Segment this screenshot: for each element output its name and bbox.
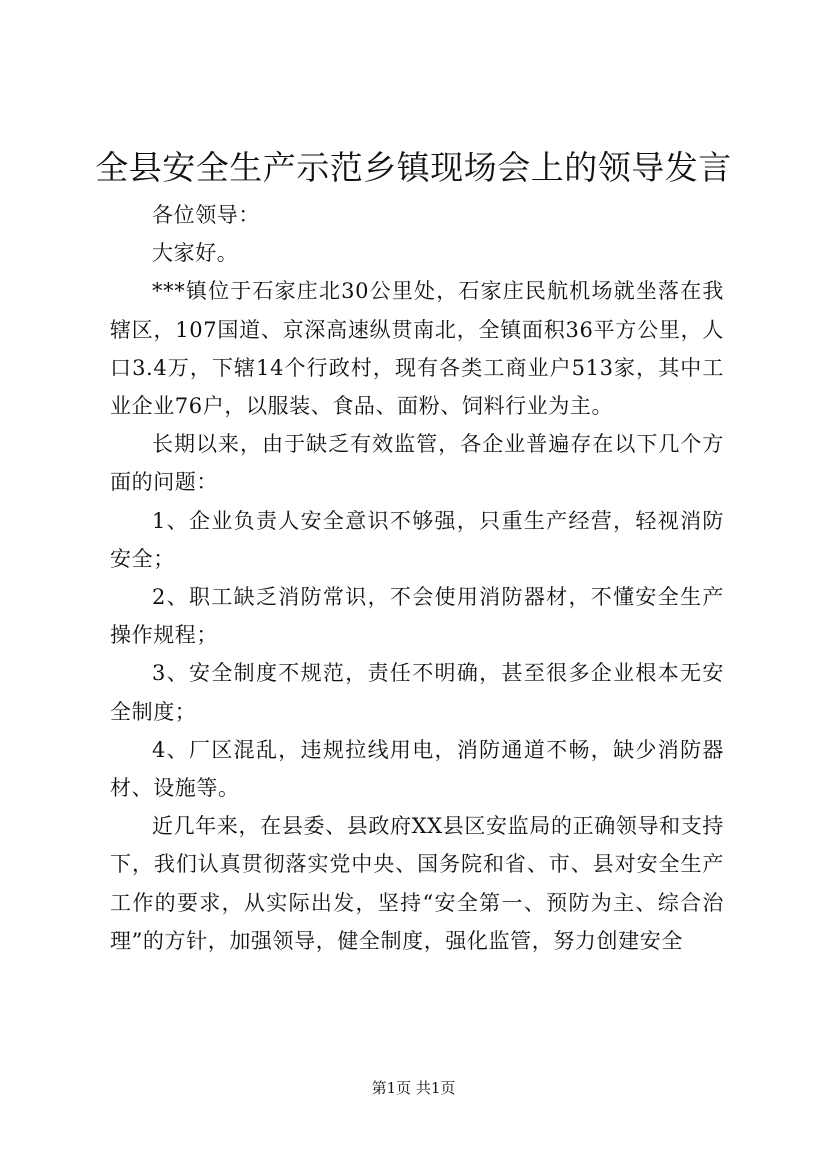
problem-item-3: 3、安全制度不规范，责任不明确，甚至很多企业根本无安全制度； <box>110 661 724 724</box>
town-overview-paragraph: ***镇位于石家庄北30公里处，石家庄民航机场就坐落在我辖区，107国道、京深高速纵贯南北，全镇面积36平方公里，人口3.4万，下辖14个行政村，现有各类工商业户513家，其中工业企业76户，以服装、食品、面粉、饲料行业为主。 <box>110 279 724 419</box>
problem-item-2: 2、职工缺乏消防常识，不会使用消防器材，不懂安全生产操作规程； <box>110 585 724 648</box>
recent-work-paragraph: 近几年来，在县委、县政府XX县区安监局的正确领导和支持下，我们认真贯彻落实党中央、国务院和省、市、县对安全生产工作的要求，从实际出发，坚持“安全第一、预防为主、综合治理”的方针，加强领导，健全制度，强化监管，努力创建安全 <box>110 814 724 953</box>
greeting-paragraph: 大家好。 <box>152 241 239 266</box>
page-number-footer: 第1页 共1页 <box>371 1079 456 1097</box>
document-body <box>110 196 724 960</box>
problem-item-1: 1、企业负责人安全意识不够强，只重生产经营，轻视消防安全； <box>110 508 724 571</box>
problem-item-4: 4、厂区混乱，违规拉线用电，消防通道不畅，缺少消防器材、设施等。 <box>110 737 724 801</box>
salutation-paragraph: 各位领导： <box>152 203 260 227</box>
problems-intro-paragraph: 长期以来，由于缺乏有效监管，各企业普遍存在以下几个方面的问题： <box>110 432 724 495</box>
document-title: 全县安全生产示范乡镇现场会上的领导发言 <box>95 148 732 187</box>
